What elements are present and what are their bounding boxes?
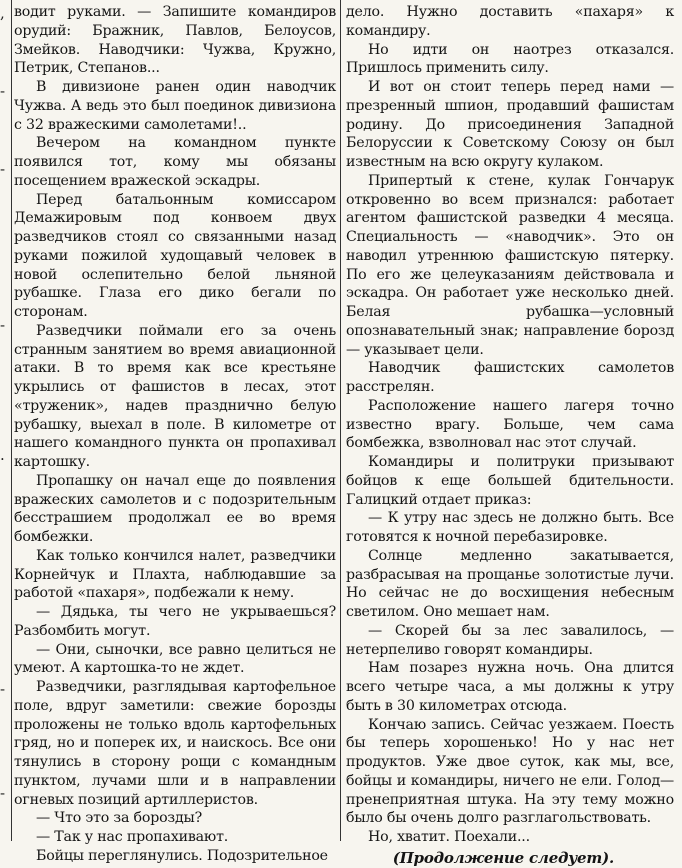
edge-strip-char [0, 338, 10, 364]
paragraph: — Дядька, ты чего не укрываешься? Разбомбить могут. [14, 604, 336, 639]
edge-strip-char [0, 728, 10, 754]
paragraph: Кончаю запись. Сейчас уезжаем. Поесть бы теперь хорошенько! Но у нас нет продуктов. Уже двое суток, как мы, все, бойцы и командиры, ничего не ели. Голод—пренеприятная штука. На эту тему можно было бы очень долго разглагольствовать. [346, 716, 674, 827]
paragraph: — Что это за борозды? [36, 810, 202, 827]
edge-strip-char [0, 364, 10, 390]
paragraph: Но идти он наотрез отказался. Пришлось применить силу. [346, 41, 674, 77]
paragraph: Солнце медленно закатывается, разбрасывая на прощанье золотистые лучи. Но сейчас не до восхищения небесным светилом. Оно мешает нам. [346, 547, 674, 620]
paragraph: Командиры и политруки призывают бойцов к еще большей бдительности. Галицкий отдает приказ: [346, 454, 674, 508]
left-edge-strip [0, 0, 10, 841]
paragraph: Перед батальонным комиссаром Демажировым под конвоем двух разведчиков стоял со связанными назад руками пожилой худощавый человек в новой ослепительно белой льняной рубашке. Глаза его дико бегали по сторонам. [14, 191, 336, 320]
paragraph: Пропашку он начал еще до появления вражеских самолетов и с подозрительным бесстрашием продолжал ее во время бомбежки. [14, 472, 336, 545]
edge-strip-char [0, 572, 10, 598]
edge-strip-char: . [0, 446, 5, 464]
paragraph: — К утру нас здесь не должно быть. Все готовятся к ночной перебазировке. [346, 510, 674, 545]
column-rule-left [11, 0, 12, 841]
paragraph: Расположение нашего лагеря точно известно врагу. Больше, чем сама бомбежка, взволновал нас этот случай. [346, 397, 674, 452]
edge-strip-char [0, 52, 10, 78]
edge-strip-char [0, 26, 10, 52]
edge-strip-char [0, 754, 10, 780]
paragraph: Разведчики, разглядывая картофельное поле, вдруг заметили: свежие борозды проложены не только вдоль картофельных гряд, но и поперек их, и наискось. Все они тянулись в сторону рощи с командным пунктом, лучами шли и в направлении огневых позиций артиллеристов. [14, 679, 336, 808]
edge-strip-char [0, 104, 10, 130]
column-rule-center [340, 0, 341, 841]
edge-strip-char [0, 624, 10, 650]
paragraph: — Они, сыночки, все равно целиться не умеют. А картошка-то не ждет. [14, 641, 336, 677]
paragraph: водит руками. — Запишите командиров орудий: Бражник, Павлов, Белоусов, Змейков. Наводчики: Чужва, Кружно, Петрик, Степанов... [14, 4, 336, 77]
edge-strip-char [0, 208, 10, 234]
article-column-left [14, 3, 336, 866]
edge-strip-char: , [0, 4, 5, 22]
edge-strip-char [0, 650, 10, 676]
paragraph: — Скорей бы за лес завалилось, — нетерпеливо говорят командиры. [346, 622, 674, 658]
edge-strip-char: - [0, 680, 6, 698]
edge-strip-char: - [0, 82, 6, 100]
edge-strip-char [0, 494, 10, 520]
continuation-note: (Продолжение следует). [392, 848, 614, 867]
edge-strip-char: - [0, 160, 6, 178]
paragraph: Как только кончился налет, разведчики Корнейчук и Плахта, наблюдавшие за работой «пахаря», подбежали к нему. [14, 547, 336, 602]
edge-strip-char [0, 416, 10, 442]
edge-strip-char [0, 832, 10, 841]
paragraph: И вот он стоит теперь перед нами — презренный шпион, продавший фашистам родину. До присоединения Западной Белоруссии к Советскому Союзу он был известным на всю округу кулаком. [346, 79, 674, 170]
edge-strip-char [0, 234, 10, 260]
edge-strip-char [0, 806, 10, 832]
edge-strip-char [0, 468, 10, 494]
paragraph: дело. Нужно доставить «пахаря» к командиру. [346, 4, 674, 39]
edge-strip-char [0, 702, 10, 728]
paragraph: — Так у нас пропахивают. [36, 829, 229, 845]
edge-strip-char: - [0, 784, 6, 802]
paragraph: Наводчик фашистских самолетов расстрелян. [346, 360, 674, 395]
article-column-right [346, 3, 674, 868]
edge-strip-char [0, 598, 10, 624]
edge-strip-char: - [0, 316, 6, 334]
paragraph: В дивизионе ранен один наводчик Чужва. А ведь это был поединок дивизиона с 32 вражескими самолетами!.. [14, 79, 336, 133]
paragraph: Бойцы переглянулись. Подозрительное [36, 847, 328, 864]
paragraph: Разведчики поймали его за очень странным занятием во время авиационной атаки. В то время как все крестьяне укрылись от фашистов в лесах, этот «труженик», надев празднично белую рубашку, выехал в поле. В километре от нашего командного пункта он пропахивал картошку. [14, 322, 336, 470]
edge-strip-char [0, 130, 10, 156]
paragraph: Припертый к стене, кулак Гончарук откровенно во всем признался: работает агентом фашистской разведки 4 месяца. Специальность — «наводчик». Это он наводил утреннюю фашистскую пятерку. По его же целеуказаниям действовала и эскадра. Он работает уже несколько дней. Белая рубашка—условный опознавательный знак; направление борозд — указывает цели. [346, 172, 674, 358]
edge-strip-char [0, 286, 10, 312]
paragraph: Но, хватит. Поехали... [368, 829, 530, 845]
edge-strip-char [0, 260, 10, 286]
edge-strip-char [0, 182, 10, 208]
edge-strip-char [0, 520, 10, 546]
edge-strip-char [0, 546, 10, 572]
paragraph: Вечером на командном пункте появился тот, кому мы обязаны посещением вражеской эскадры. [14, 135, 336, 189]
paragraph: Нам позарез нужна ночь. Она длится всего четыре часа, а мы должны к утру быть в 30 километрах отсюда. [346, 660, 674, 714]
edge-strip-char [0, 390, 10, 416]
